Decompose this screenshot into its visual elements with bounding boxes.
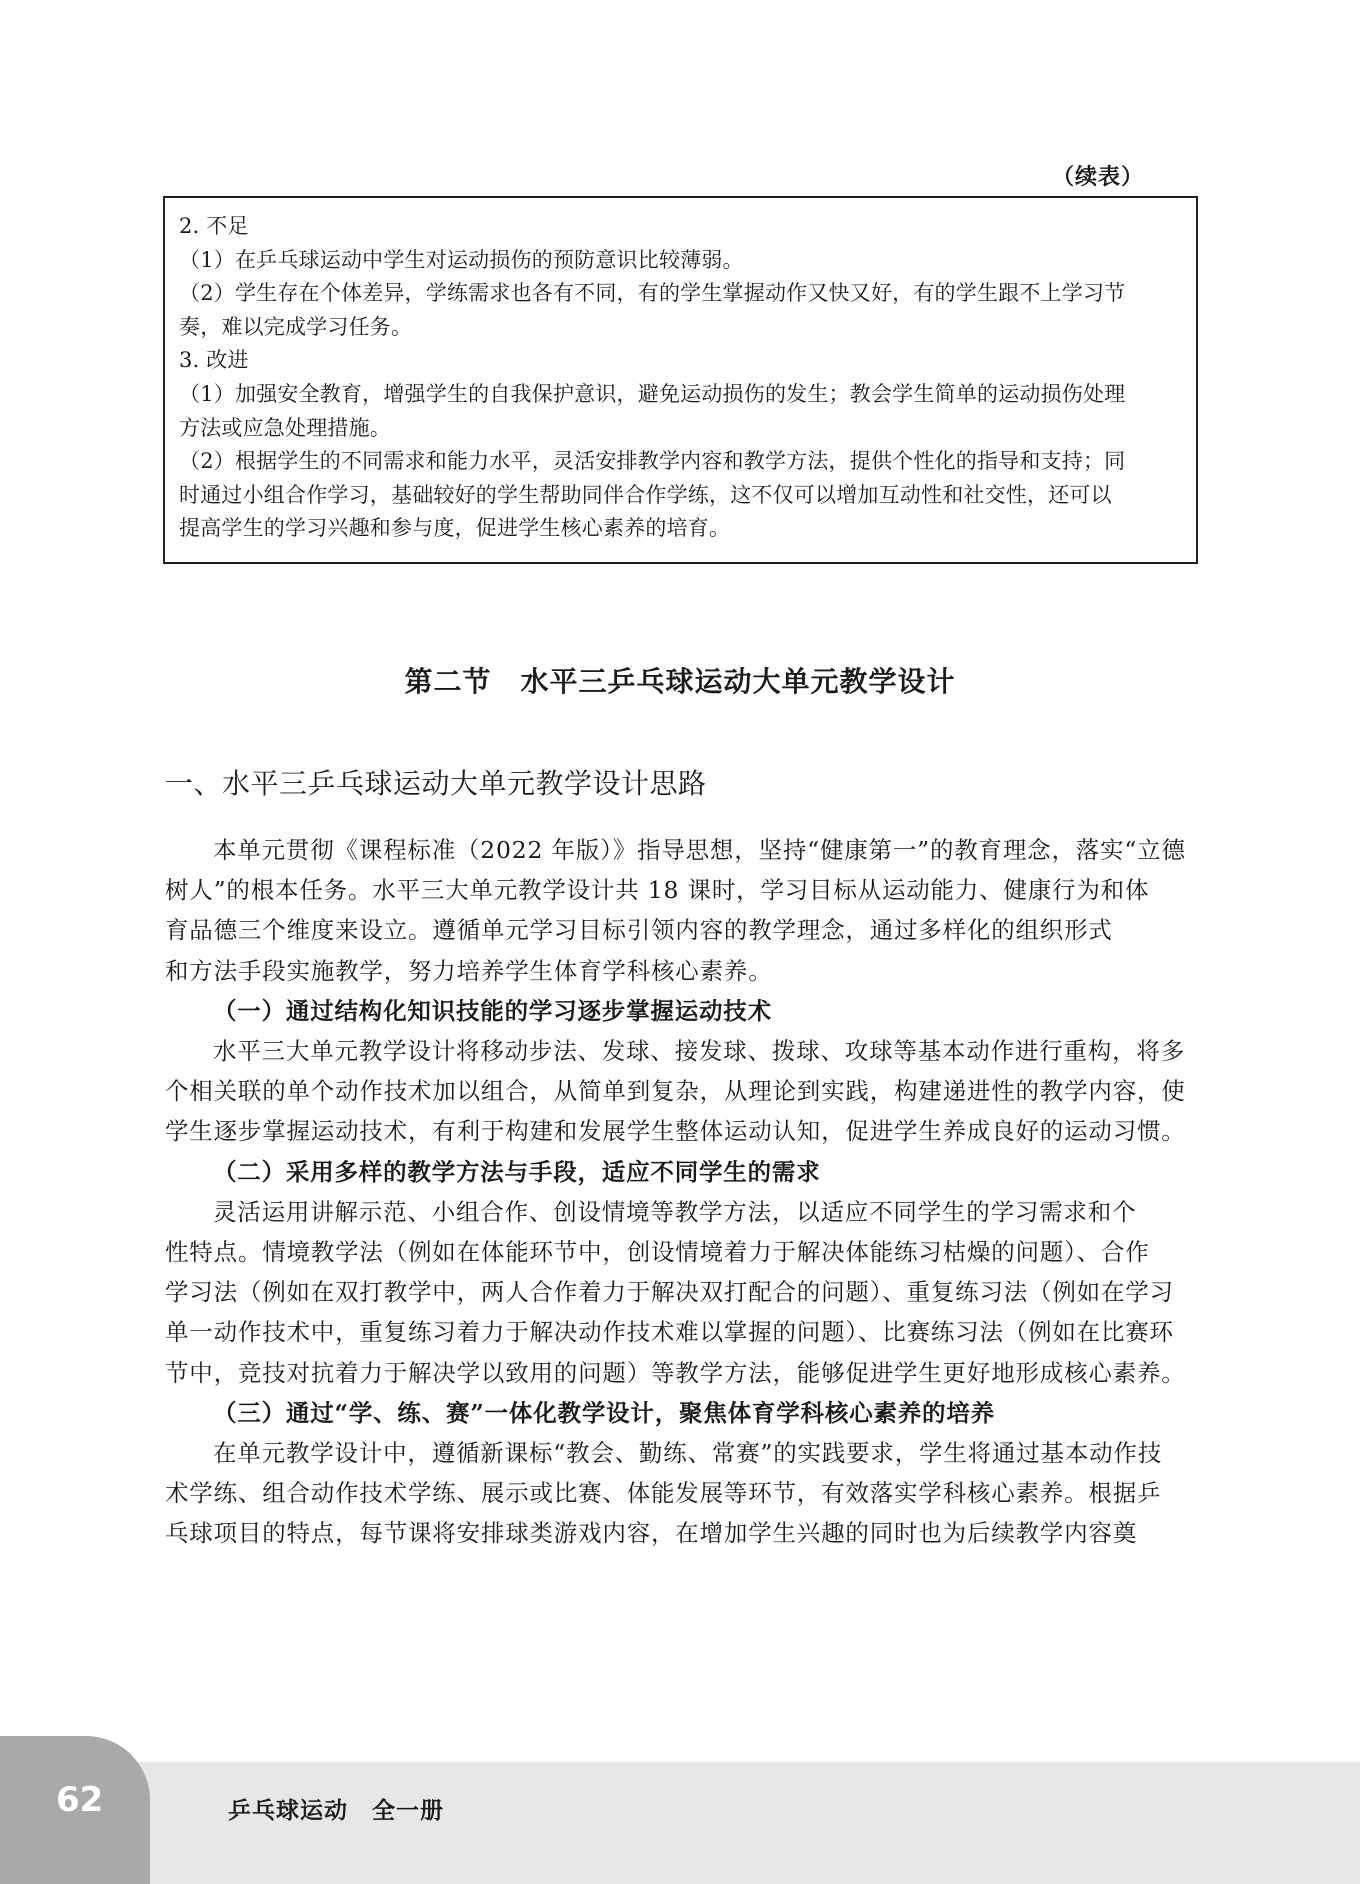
table-line: 2. 不足 (179, 214, 249, 238)
table-line: 3. 改进 (179, 348, 249, 373)
table-line: （1）加强安全教育，增强学生的自我保护意识，避免运动损伤的发生；教会学生简单的运动损伤处理 (179, 381, 1126, 406)
subheading: （二）采用多样的教学方法与手段，适应不同学生的需求 (213, 1157, 821, 1186)
section-title: 第二节 水平三乒乓球运动大单元教学设计 (404, 665, 956, 698)
paragraph-line: 本单元贯彻《课程标准（2022 年版）》指导思想，坚持“健康第一”的教育理念，落实“立德 (213, 836, 1186, 864)
table-line: 方法或应急处理措施。 (179, 415, 391, 440)
paragraph-line: 学生逐步掌握运动技术，有利于构建和发展学生整体运动认知，促进学生养成良好的运动习惯。 (165, 1117, 1186, 1146)
continued-table (163, 196, 1198, 564)
body-text (165, 830, 1197, 1554)
table-line: 提高学生的学习兴趣和参与度，促进学生核心素养的培育。 (179, 516, 731, 541)
table-line: 奏，难以完成学习任务。 (179, 314, 413, 339)
paragraph-line: 灵活运用讲解示范、小组合作、创设情境等教学方法，以适应不同学生的学习需求和个 (213, 1197, 1137, 1226)
book-title: 乒乓球运动 全一册 (228, 1798, 444, 1824)
paragraph-line: 个相关联的单个动作技术加以组合，从简单到复杂，从理论到实践，构建递进性的教学内容，使 (165, 1077, 1186, 1106)
table-line: （2）根据学生的不同需求和能力水平，灵活安排教学内容和教学方法，提供个性化的指导和支持；同 (179, 449, 1126, 474)
paragraph-line: 乓球项目的特点，每节课将安排球类游戏内容，在增加学生兴趣的同时也为后续教学内容奠 (165, 1519, 1137, 1548)
paragraph-line: 节中，竞技对抗着力于解决学以致用的问题）等教学方法，能够促进学生更好地形成核心素养。 (165, 1358, 1186, 1387)
table-line: （1）在乒乓球运动中学生对运动损伤的预防意识比较薄弱。 (179, 247, 744, 272)
paragraph-line: 术学练、组合动作技术学练、展示或比赛、体能发展等环节，有效落实学科核心素养。根据乒 (165, 1479, 1162, 1508)
continued-table-label: （续表） (1051, 165, 1144, 190)
heading-level-1: 一、水平三乒乓球运动大单元教学设计思路 (165, 767, 707, 800)
paragraph-line: 水平三大单元教学设计将移动步法、发球、接发球、拨球、攻球等基本动作进行重构，将多 (213, 1037, 1185, 1066)
paragraph-line: 树人”的根本任务。水平三大单元教学设计共 18 课时，学习目标从运动能力、健康行为和体 (165, 876, 1150, 905)
paragraph-line: 和方法手段实施教学，努力培养学生体育学科核心素养。 (165, 956, 773, 985)
paragraph-line: 性特点。情境教学法（例如在体能环节中，创设情境着力于解决体能练习枯燥的问题）、合作 (165, 1238, 1150, 1267)
paragraph-line: 学习法（例如在双打教学中，两人合作着力于解决双打配合的问题）、重复练习法（例如在学习 (165, 1278, 1174, 1307)
table-line: （2）学生存在个体差异，学练需求也各有不同，有的学生掌握动作又快又好，有的学生跟不上学习节 (179, 281, 1126, 306)
subheading: （三）通过“学、练、赛”一体化教学设计，聚焦体育学科核心素养的培养 (213, 1398, 995, 1427)
table-line: 时通过小组合作学习，基础较好的学生帮助同伴合作学练，这不仅可以增加互动性和社交性，还可以 (179, 482, 1112, 507)
footer-band (0, 1762, 1360, 1884)
paragraph-line: 单一动作技术中，重复练习着力于解决动作技术难以掌握的问题）、比赛练习法（例如在比赛环 (165, 1318, 1174, 1347)
subheading: （一）通过结构化知识技能的学习逐步掌握运动技术 (213, 996, 772, 1025)
paragraph-line: 在单元教学设计中，遵循新课标“教会、勤练、常赛”的实践要求，学生将通过基本动作技 (213, 1439, 1163, 1468)
paragraph-line: 育品德三个维度来设立。遵循单元学习目标引领内容的教学理念，通过多样化的组织形式 (165, 916, 1113, 945)
page-number: 62 (56, 1780, 104, 1820)
